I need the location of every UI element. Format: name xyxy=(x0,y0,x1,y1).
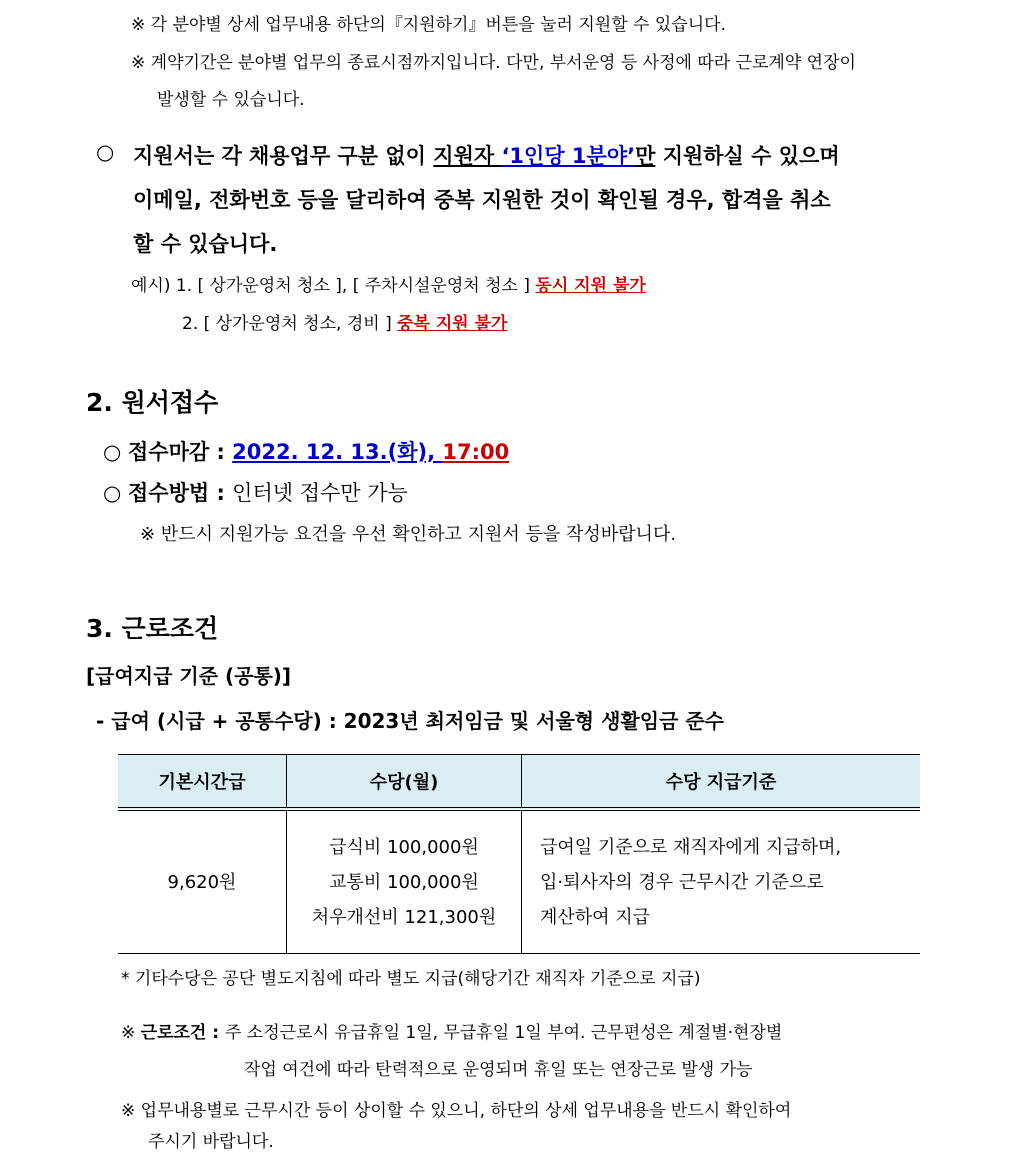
allowance-cell xyxy=(287,809,522,954)
table-row xyxy=(118,809,920,954)
criteria-line-3: 계산하여 지급 xyxy=(540,906,651,928)
section-2-note: ※ 반드시 지원가능 요건을 우선 확인하고 지원서 등을 작성바랍니다. xyxy=(140,524,677,545)
deadline-time: 17:00 xyxy=(442,440,510,464)
other-allowance-note: * 기타수당은 공단 별도지침에 따라 별도 지급(해당기간 재직자 기준으로 지급) xyxy=(121,969,701,989)
example-1 xyxy=(131,271,646,296)
method-value: 인터넷 접수만 가능 xyxy=(232,481,408,505)
pay-standard-subtitle: [급여지급 기준 (공통)] xyxy=(86,664,292,688)
apply-rule-text-a: 지원서는 각 채용업무 구분 없이 xyxy=(133,144,434,168)
criteria-cell xyxy=(522,809,921,954)
wage-table xyxy=(118,754,920,954)
header-allowance: 수당(월) xyxy=(287,755,522,810)
example-2-warning: 중복 지원 불가 xyxy=(397,314,508,334)
example-1-text: 예시) 1. [ 상가운영처 청소 ], [ 주차시설운영처 청소 ] xyxy=(131,276,536,296)
deadline-row xyxy=(103,436,509,466)
header-allowance-criteria: 수당 지급기준 xyxy=(522,755,921,810)
wage-table-header xyxy=(118,755,920,810)
work-condition-label: 근로조건 : xyxy=(140,1023,225,1043)
example-1-warning: 동시 지원 불가 xyxy=(535,276,646,296)
final-note-line1: ※ 업무내용별로 근무시간 등이 상이할 수 있으니, 하단의 상세 업무내용을 반드시 확인하여 xyxy=(121,1101,792,1121)
final-note-line2: 주시기 바랍니다. xyxy=(148,1132,274,1152)
note-apply-button: ※ 각 분야별 상세 업무내용 하단의『지원하기』버튼을 눌러 지원할 수 있습니다. xyxy=(131,15,726,35)
apply-rule-line3: 할 수 있습니다. xyxy=(133,232,278,256)
pay-line: - 급여 (시급 + 공통수당) : 2023년 최저임금 및 서울형 생활임금 준수 xyxy=(96,709,724,733)
criteria-line-1: 급여일 기준으로 재직자에게 지급하며, xyxy=(540,836,842,858)
apply-rule-text-d: 만 xyxy=(635,144,656,168)
work-condition-mark: ※ xyxy=(121,1023,141,1043)
allowance-transport: 교통비 100,000원 xyxy=(329,871,479,893)
one-field-per-person: ‘1인당 1분야’ xyxy=(501,144,636,168)
allowance-meal: 급식비 100,000원 xyxy=(329,836,479,858)
method-label: 접수방법 : xyxy=(128,481,233,505)
apply-rule-text-b: 지원자 xyxy=(433,144,502,168)
example-2 xyxy=(182,309,507,334)
section-2-title: 2. 원서접수 xyxy=(86,388,219,417)
apply-rule-bullet: ○ xyxy=(96,140,115,164)
note-contract-period-cont: 발생할 수 있습니다. xyxy=(157,90,305,110)
deadline-bullet: ○ xyxy=(103,440,128,464)
apply-rule-text-e: 지원하실 수 있으며 xyxy=(655,144,840,168)
work-condition-text: 주 소정근로시 유급휴일 1일, 무급휴일 1일 부여. 근무편성은 계절별·현장별 xyxy=(224,1023,783,1043)
example-2-text: 2. [ 상가운영처 청소, 경비 ] xyxy=(182,314,398,334)
deadline-label: 접수마감 : xyxy=(128,440,233,464)
allowance-improvement: 처우개선비 121,300원 xyxy=(311,906,497,928)
base-wage-cell: 9,620원 xyxy=(118,809,287,954)
apply-rule-line2: 이메일, 전화번호 등을 달리하여 중복 지원한 것이 확인될 경우, 합격을 취소 xyxy=(133,188,831,212)
work-condition-line2: 작업 여건에 따라 탄력적으로 운영되며 휴일 또는 연장근로 발생 가능 xyxy=(244,1060,753,1080)
deadline-date: 2022. 12. 13.(화), xyxy=(232,440,443,464)
work-condition-line1 xyxy=(121,1018,782,1043)
method-row xyxy=(103,477,408,507)
method-bullet: ○ xyxy=(103,481,128,505)
criteria-line-2: 입·퇴사자의 경우 근무시간 기준으로 xyxy=(540,871,824,893)
header-base-wage: 기본시간급 xyxy=(118,755,287,810)
note-contract-period: ※ 계약기간은 분야별 업무의 종료시점까지입니다. 다만, 부서운영 등 사정에 따라 근로계약 연장이 xyxy=(131,53,856,73)
section-3-title: 3. 근로조건 xyxy=(86,614,219,643)
apply-rule-line1 xyxy=(133,140,840,170)
